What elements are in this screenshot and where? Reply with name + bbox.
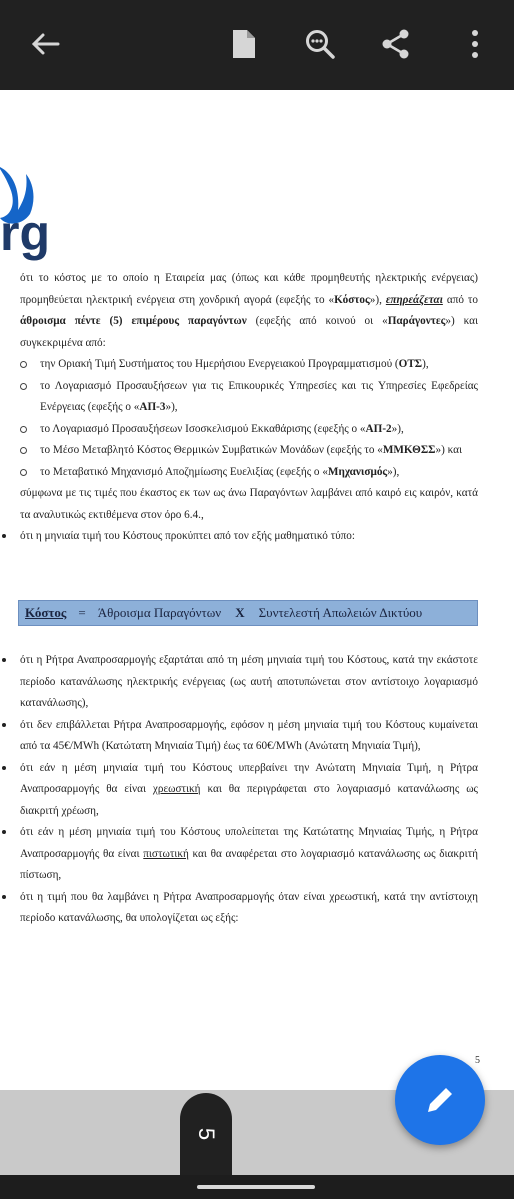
bullet-dot-icon [2,658,6,662]
bullet-item: ότι η Ρήτρα Αναπροσαρμογής εξαρτάται από τη μέση μηνιαία τιμή του Κόστους, κατά την εκάστοτε περίοδο κατανάλωσης ηλεκτρικής ενέργειας (ως αυτή αποτυπώνεται στον αντίστοιχο λογαριασμό κατανάλωσης), [20,650,478,715]
after-subitems-text: σύμφωνα με τις τιμές που έκαστος εκ των ως άνω Παραγόντων λαμβάνει από καιρό εις καιρόν, κατά τα αναλυτικώς εκτιθέμενα στον όρο 6.4., [20,487,478,521]
document-icon[interactable] [226,26,262,62]
logo-text: rg [0,205,50,261]
bullet-item: ότι η μηνιαία τιμή του Κόστους προκύπτει από τον εξής μαθηματικό τύπο: [20,526,478,548]
top-toolbar [0,0,514,90]
more-vert-icon[interactable] [457,26,493,62]
bullet-dot-icon [2,830,6,834]
circle-bullet-icon [20,440,28,448]
bullet-item: ότι η τιμή που θα λαμβάνει η Ρήτρα Αναπροσαρμογής όταν είναι χρεωστική, κατά την αντίστοιχη περίοδο κατανάλωσης, θα υπολογίζεται ως εξής: [20,887,478,930]
search-zoom-icon[interactable] [302,26,338,62]
document-page-number: 5 [475,1055,480,1066]
sub-item: το Μέσο Μεταβλητό Κόστος Θερμικών Συμβατικών Μονάδων (εφεξής το «ΜΜΚΘΣΣ») και [20,440,478,462]
page-indicator-number: 5 [194,1127,219,1141]
bullet-dot-icon [2,534,6,538]
bullet-dot-icon [2,895,6,899]
share-icon[interactable] [378,26,414,62]
pencil-icon [422,1082,458,1118]
home-gesture-handle[interactable] [197,1185,315,1189]
clause-text-upper [20,268,478,548]
page-indicator[interactable] [180,1093,232,1175]
clause-text-lower [20,650,478,930]
edit-fab-button[interactable] [395,1055,485,1145]
bullet-item: ότι εάν η μέση μηνιαία τιμή του Κόστους υπολείπεται της Κατώτατης Μηνιαίας Τιμής, η Ρήτρα Αναπροσαρμογής θα είναι πιστωτική και θα αναφέρεται στο λογαριασμό κατανάλωσης ως διακριτή πίστωση, [20,822,478,887]
bullet-item: ότι εάν η μέση μηνιαία τιμή του Κόστους υπερβαίνει την Ανώτατη Μηνιαία Τιμή, η Ρήτρα Αναπροσαρμογής θα είναι χρεωστική και θα περιγράφεται στο λογαριασμό κατανάλωσης ως διακριτή χρέωση, [20,758,478,823]
back-arrow-icon[interactable] [27,26,63,62]
cost-formula-box: Κόστος = Άθροισμα Παραγόντων Χ Συντελεστή Απωλειών Δικτύου [18,600,478,626]
sub-item: το Μεταβατικό Μηχανισμό Αποζημίωσης Ευελιξίας (εφεξής ο «Μηχανισμός»), [20,462,478,484]
circle-bullet-icon [20,376,28,384]
intro-paragraph: ότι το κόστος με το οποίο η Εταιρεία μας (όπως και κάθε προμηθευτής ηλεκτρικής ενέργειας) προμηθεύεται ηλεκτρική ενέργεια στη χονδρική αγορά (εφεξής το «Κόστος»), επηρεάζεται από το άθροισμα πέντε (5) επιμέρους παραγόντων (εφεξής από κοινού οι «Παράγοντες») και συγκεκριμένα από: [20,272,479,349]
document-page [0,90,514,1090]
bullet-dot-icon [2,766,6,770]
bullet-item: ότι δεν επιβάλλεται Ρήτρα Αναπροσαρμογής, εφόσον η μέση μηνιαία τιμή του Κόστους κυμαίνεται από τα 45€/MWh (Κατώτατη Μηνιαία Τιμή) έως τα 60€/MWh (Ανώτατη Μηνιαία Τιμή), [20,715,478,758]
sub-item: το Λογαριασμό Προσαυξήσεων Ισοσκελισμού Εκκαθάρισης (εφεξής ο «ΑΠ-2»), [20,419,478,441]
circle-bullet-icon [20,354,28,362]
bullet-dot-icon [2,723,6,727]
circle-bullet-icon [20,462,28,470]
circle-bullet-icon [20,419,28,427]
sub-item: το Λογαριασμό Προσαυξήσεων για τις Επικουρικές Υπηρεσίες και τις Υπηρεσίες Εφεδρείας Ενέργειας (εφεξής ο «ΑΠ-3»), [20,376,478,419]
sub-item: την Οριακή Τιμή Συστήματος του Ημερήσιου Ενεργειακού Προγραμματισμού (ΟΤΣ), [20,354,478,376]
